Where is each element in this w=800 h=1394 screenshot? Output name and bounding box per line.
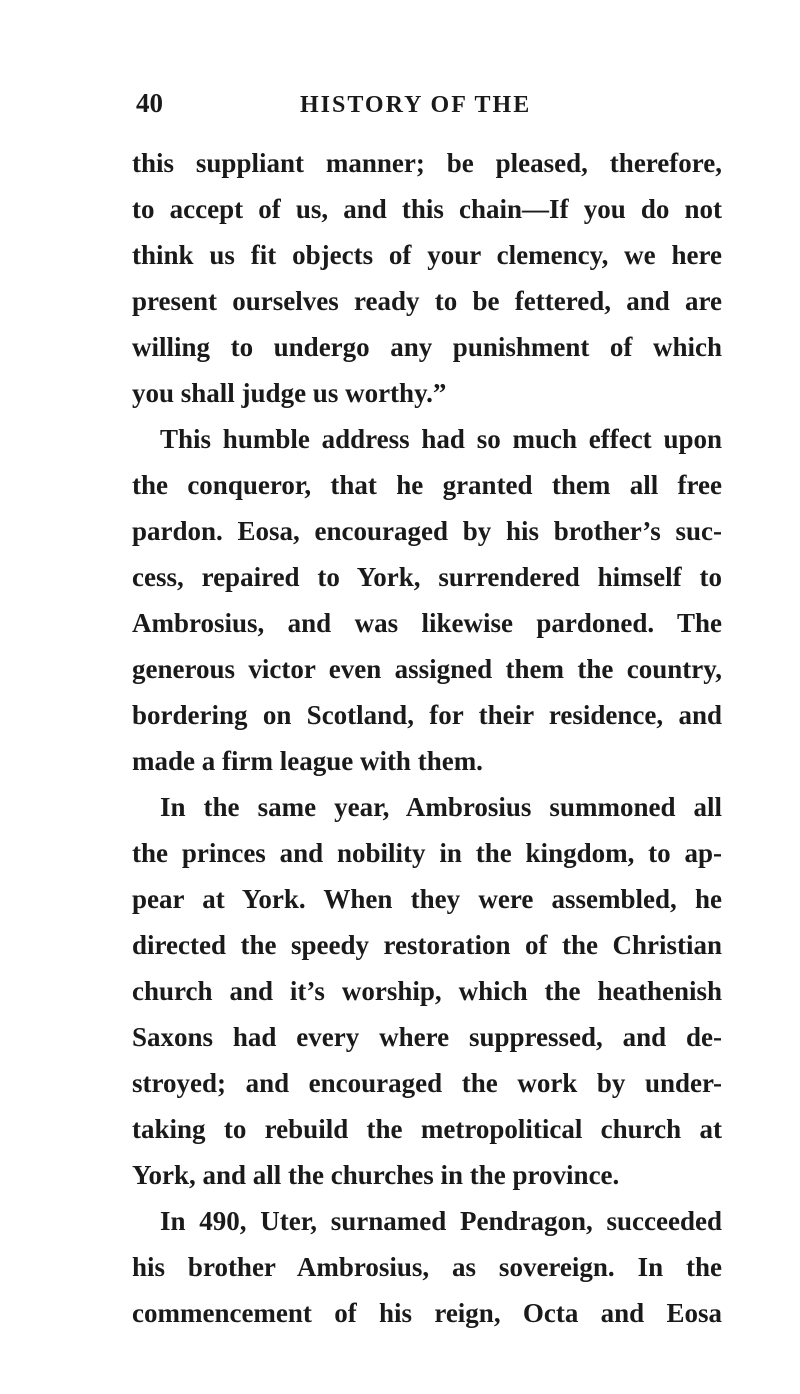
- text-line: church and it’s worship, which the heathenish: [132, 976, 722, 1006]
- running-head: [132, 88, 722, 128]
- text-line: Saxons had every where suppressed, and de-: [132, 1022, 722, 1052]
- text-line: cess, repaired to York, surrendered himself to: [132, 562, 722, 592]
- text-line: willing to undergo any punishment of which: [132, 332, 722, 362]
- text-line: made a firm league with them.: [132, 746, 483, 776]
- text-line: the conqueror, that he granted them all free: [132, 470, 722, 500]
- text-line: bordering on Scotland, for their residence, and: [132, 700, 722, 730]
- text-line: In 490, Uter, surnamed Pendragon, succeeded: [160, 1206, 722, 1236]
- text-line: In the same year, Ambrosius summoned all: [160, 792, 722, 822]
- text-line: Ambrosius, and was likewise pardoned. The: [132, 608, 722, 638]
- running-head-title: HISTORY OF THE: [300, 92, 532, 118]
- text-line: pear at York. When they were assembled, he: [132, 884, 722, 914]
- text-line: directed the speedy restoration of the Christian: [132, 930, 722, 960]
- text-line: generous victor even assigned them the country,: [132, 654, 722, 684]
- text-line: this suppliant manner; be pleased, therefore,: [132, 148, 722, 178]
- text-line: to accept of us, and this chain—If you do not: [132, 194, 722, 224]
- page-number: 40: [136, 88, 163, 118]
- text-line: taking to rebuild the metropolitical church at: [132, 1114, 722, 1144]
- text-line: his brother Ambrosius, as sovereign. In the: [132, 1252, 722, 1282]
- text-line: present ourselves ready to be fettered, and are: [132, 286, 722, 316]
- text-line: think us fit objects of your clemency, we here: [132, 240, 722, 270]
- body-text: [132, 140, 722, 1336]
- text-line: commencement of his reign, Octa and Eosa: [132, 1298, 722, 1328]
- text-line: the princes and nobility in the kingdom, to ap-: [132, 838, 722, 868]
- text-line: pardon. Eosa, encouraged by his brother’s suc-: [132, 516, 722, 546]
- text-line: you shall judge us worthy.”: [132, 378, 447, 408]
- text-line: This humble address had so much effect upon: [160, 424, 722, 454]
- text-line: stroyed; and encouraged the work by under-: [132, 1068, 722, 1098]
- text-line: York, and all the churches in the province.: [132, 1160, 620, 1190]
